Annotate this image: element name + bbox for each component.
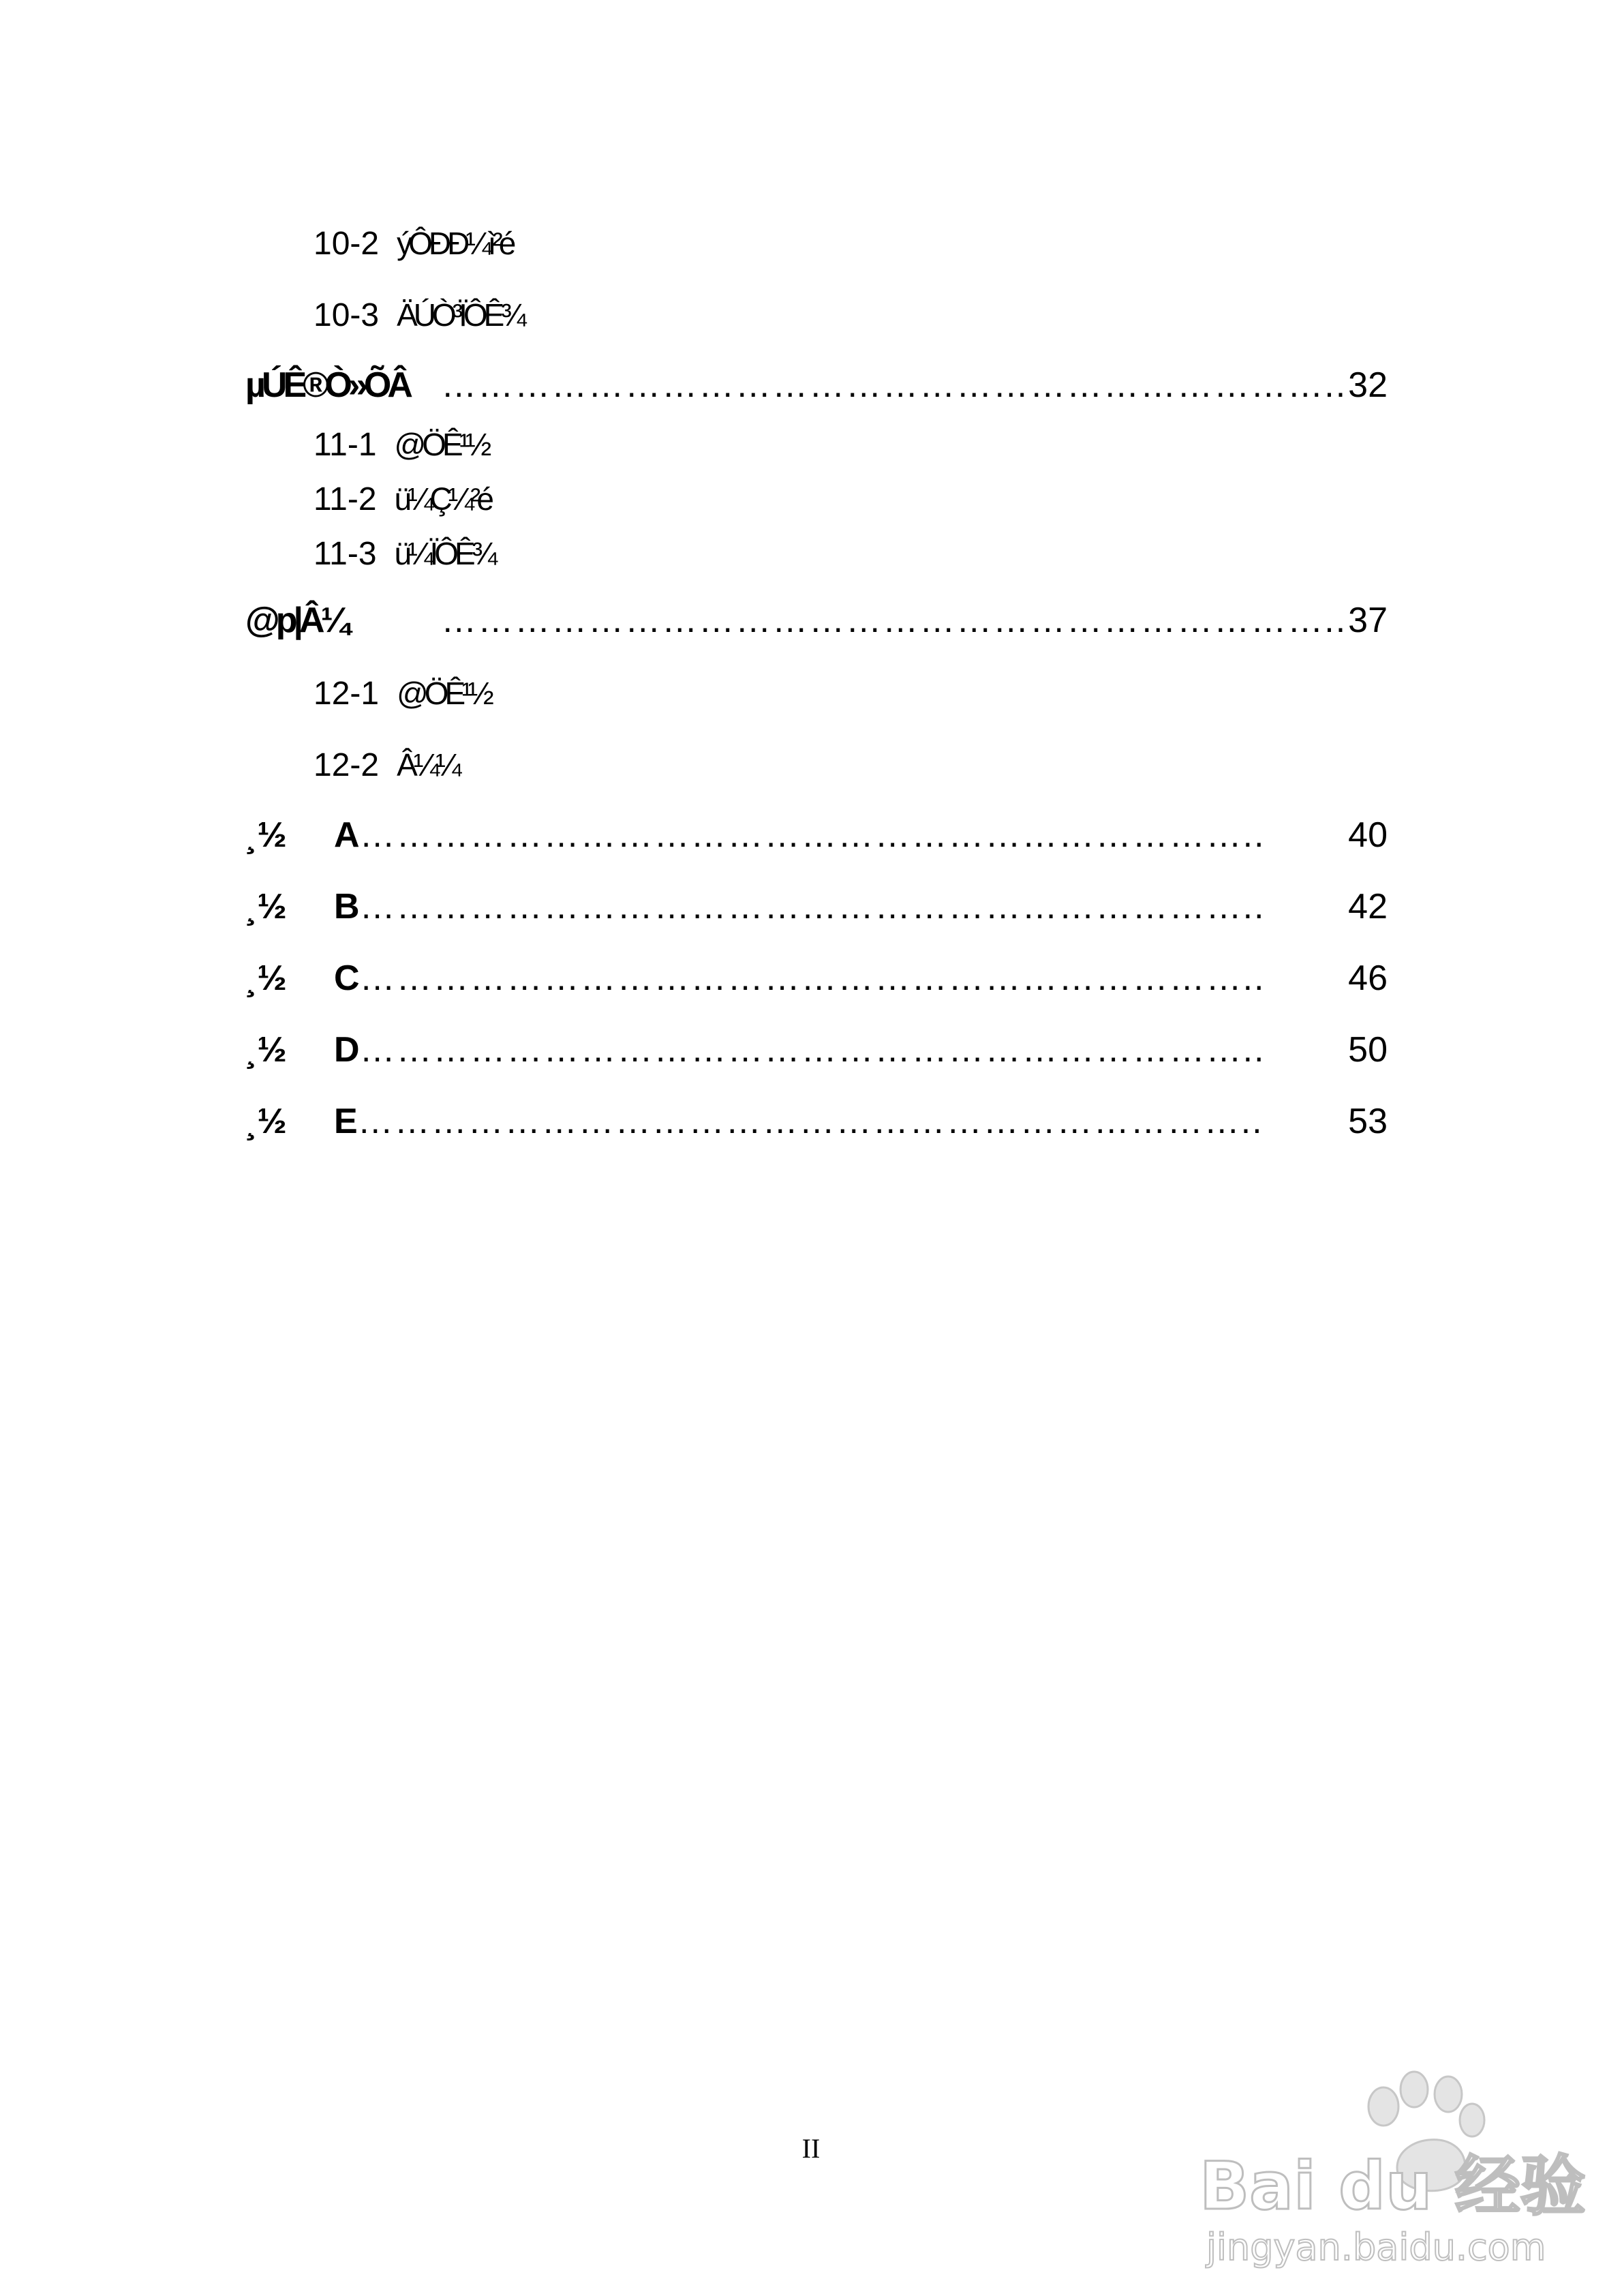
toc-entry-label: Â¼¼ xyxy=(397,747,458,783)
toc-leader-dots: ……………………………………………………………….. xyxy=(357,1102,1264,1141)
toc-leader-dots: ……………………………………………………………….. xyxy=(441,601,1347,640)
toc-page-number: 42 xyxy=(1348,887,1388,926)
toc-page-number: 40 xyxy=(1348,815,1388,855)
toc-page-number: 53 xyxy=(1348,1102,1388,1141)
toc-leader-dots: ……………………………………………………………….. xyxy=(359,1030,1266,1070)
toc-entry-12-2[interactable] xyxy=(313,746,458,784)
appendix-prefix: ¸½ xyxy=(245,887,287,926)
appendix-letter: C xyxy=(334,958,360,998)
toc-chapter-11[interactable] xyxy=(245,365,1388,406)
watermark-brand-text: Bai du 经验 xyxy=(1199,2148,1586,2224)
toc-entry-label: @ÖÊ¹½ xyxy=(394,427,488,462)
toc-page-number: 46 xyxy=(1348,958,1388,998)
toc-entry-number: 10-3 xyxy=(313,297,380,333)
toc-entry-11-3[interactable] xyxy=(313,535,493,573)
appendix-letter: B xyxy=(334,887,360,926)
toc-page-number: 32 xyxy=(1348,365,1388,405)
appendix-prefix: ¸½ xyxy=(245,1102,287,1141)
appendix-letter: D xyxy=(334,1030,360,1070)
toc-page-number: 37 xyxy=(1348,601,1388,640)
toc-appendix-a[interactable] xyxy=(245,815,1388,856)
toc-chapter-label: µÚÊ®Ò»ÕÂ xyxy=(245,365,409,405)
toc-entry-label: @ÖÊ¹½ xyxy=(397,676,490,711)
toc-entry-number: 10-2 xyxy=(313,226,380,262)
toc-appendix-e[interactable] xyxy=(245,1101,1388,1142)
appendix-prefix: ¸½ xyxy=(245,815,287,855)
toc-page-number: 50 xyxy=(1348,1030,1388,1070)
toc-entry-label: ýÔÐÐ¼ì²é xyxy=(397,226,512,261)
toc-entry-12-1[interactable] xyxy=(313,675,490,712)
toc-entry-number: 11-3 xyxy=(313,536,377,572)
appendix-prefix: ¸½ xyxy=(245,1030,287,1070)
toc-entry-number: 12-2 xyxy=(313,747,380,783)
toc-leader-dots: ……………………………………………………………….. xyxy=(359,887,1266,926)
toc-entry-label: ü¼ÏÔÊ¾ xyxy=(394,536,494,571)
toc-entry-label: ÄÚÒ³ÏÔÊ¾ xyxy=(397,297,523,333)
watermark-url-text: jingyan.baidu.com xyxy=(1206,2226,1546,2269)
toc-chapter-12[interactable] xyxy=(245,600,1388,641)
appendix-letter: E xyxy=(334,1102,358,1141)
toc-leader-dots: ……………………………………………………………….. xyxy=(359,958,1266,998)
page-number-footer: II xyxy=(801,2133,821,2164)
toc-entry-number: 11-1 xyxy=(313,427,377,463)
appendix-prefix: ¸½ xyxy=(245,958,287,998)
toc-entry-11-2[interactable] xyxy=(313,481,490,518)
baidu-jingyan-watermark xyxy=(1179,2052,1586,2277)
toc-appendix-d[interactable] xyxy=(245,1029,1388,1070)
toc-entry-10-2[interactable] xyxy=(313,225,512,262)
toc-leader-dots: ……………………………………………………………….. xyxy=(359,815,1266,855)
toc-entry-number: 11-2 xyxy=(313,481,377,517)
toc-entry-10-3[interactable] xyxy=(313,297,523,334)
toc-entry-11-1[interactable] xyxy=(313,426,487,464)
appendix-letter: A xyxy=(334,815,360,855)
toc-chapter-label: @p|Â¼ xyxy=(245,601,346,640)
toc-entry-number: 12-1 xyxy=(313,676,380,712)
toc-appendix-b[interactable] xyxy=(245,886,1388,927)
toc-leader-dots: ……………………………………………………………….. xyxy=(441,365,1347,405)
toc-appendix-c[interactable] xyxy=(245,958,1388,999)
toc-entry-label: ü¼Ç¼²é xyxy=(394,481,490,517)
